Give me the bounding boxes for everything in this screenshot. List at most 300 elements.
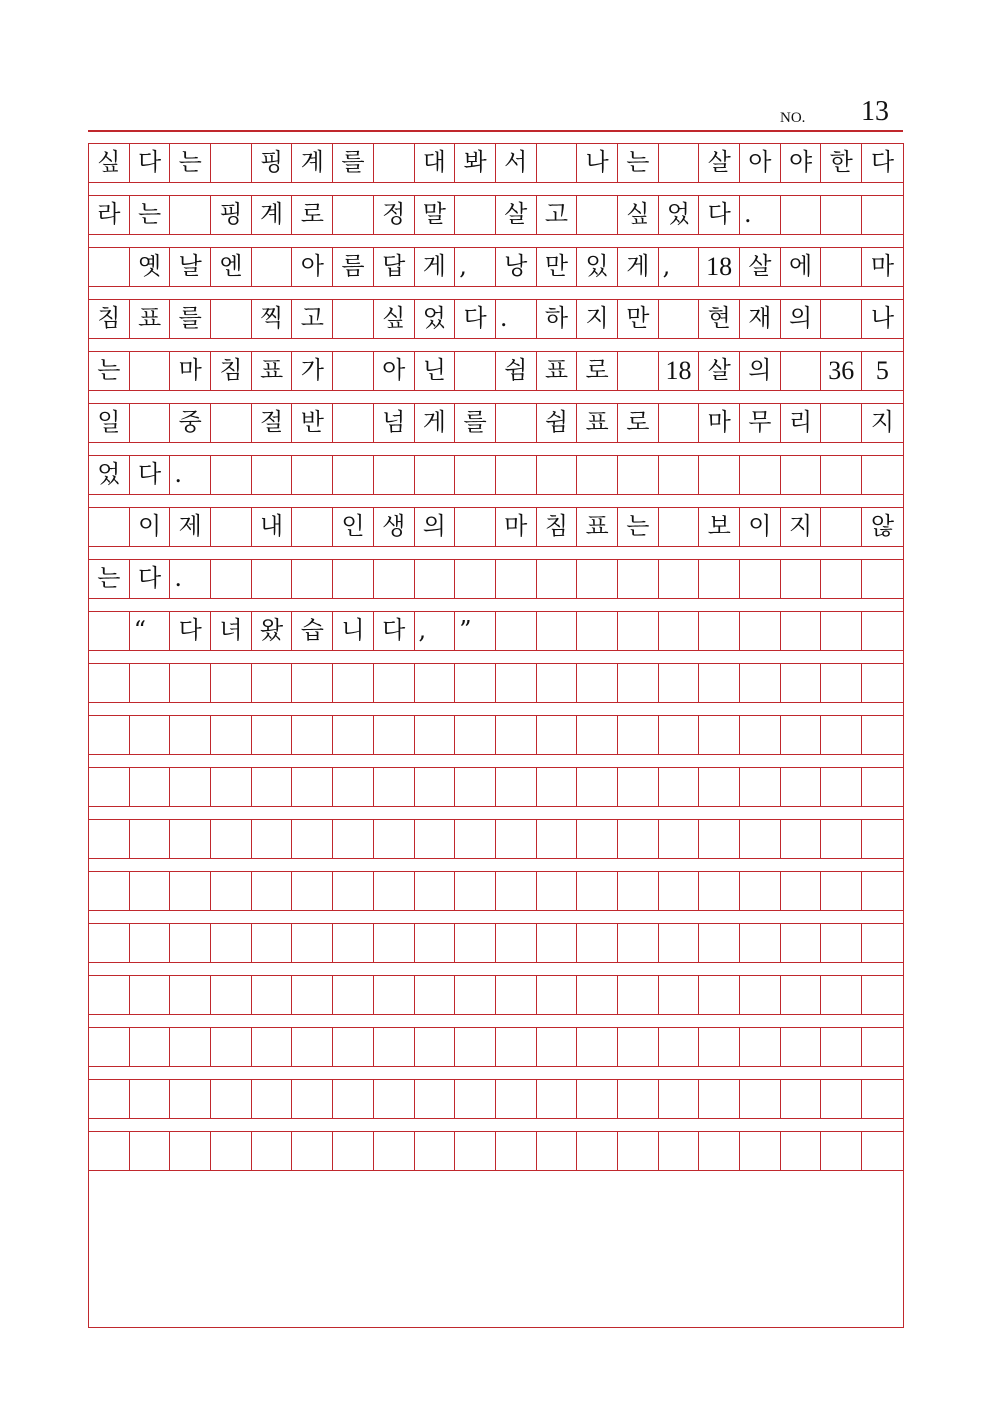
grid-cell: 지 [781,508,822,546]
grid-cell [577,768,618,806]
grid-cell [170,664,211,702]
grid-cell: 현 [699,300,740,338]
grid-cell [252,820,293,858]
grid-row [89,1131,903,1171]
grid-row [89,923,903,963]
grid-cell [89,976,130,1014]
grid-cell: 다 [870,147,894,176]
grid-cell [455,872,496,910]
grid-cell [415,664,456,702]
grid-cell [333,976,374,1014]
grid-cell [415,560,456,598]
grid-cell: . [740,196,781,234]
grid-cell: 절 [252,404,293,442]
grid-cell [537,716,578,754]
grid-cell: 다 [170,612,211,650]
grid-row [89,663,903,703]
grid-cell [170,1080,211,1118]
grid-cell [577,196,618,234]
grid-cell: 계 [252,196,293,234]
grid-cell [618,352,659,390]
grid-cell [211,508,252,546]
grid-cell [781,820,822,858]
grid-cell: 싶 [374,300,415,338]
grid-cell: . [170,560,211,598]
grid-cell: 싶 [89,144,130,182]
grid-cell [496,768,537,806]
grid-cell [292,872,333,910]
grid-row [89,1027,903,1067]
grid-cell [781,924,822,962]
grid-cell: 넘 [374,404,415,442]
grid-cell: 게 [415,248,456,286]
grid-cell [252,768,293,806]
grid-cell [740,768,781,806]
grid-cell [89,508,130,546]
grid-cell [618,716,659,754]
grid-cell: 18 [659,352,700,390]
grid-cell [455,924,496,962]
grid-cell [455,976,496,1014]
grid-cell: 일 [89,404,130,442]
grid-cell [781,976,822,1014]
grid-cell [415,976,456,1014]
grid-cell: 지 [577,300,618,338]
grid-cell [537,560,578,598]
grid-cell [252,872,293,910]
grid-cell [170,924,211,962]
grid-cell [740,560,781,598]
grid-cell [740,716,781,754]
grid-cell: 리 [781,404,822,442]
grid-cell [618,1132,659,1170]
grid-cell [211,300,252,338]
grid-cell: 이 [130,508,171,546]
grid-cell [577,1028,618,1066]
grid-cell: . [170,456,211,494]
grid-cell: 에 [781,248,822,286]
grid-cell [415,716,456,754]
grid-cell [537,1132,578,1170]
grid-cell [781,196,822,234]
grid-cell [659,820,700,858]
grid-cell: 쉼 [496,352,537,390]
grid-cell: 게 [415,404,456,442]
grid-cell: 살 [699,144,740,182]
grid-cell: 않 [870,511,894,540]
grid-cell [252,1132,293,1170]
grid-cell [740,872,781,910]
grid-cell: 표 [130,300,171,338]
grid-cell: 낭 [496,248,537,286]
grid-cell: 침 [211,352,252,390]
grid-row [89,195,903,235]
grid-cell: 다 [455,300,496,338]
grid-cell: “ [130,612,171,650]
grid-cell [821,300,862,338]
grid-cell [740,456,781,494]
grid-cell: 무 [740,404,781,442]
grid-cell: 찍 [252,300,293,338]
grid-cell [659,612,700,650]
grid-cell [211,976,252,1014]
grid-cell: 하 [537,300,578,338]
grid-cell [170,976,211,1014]
grid-cell [292,560,333,598]
grid-cell [862,820,903,858]
grid-cell [577,456,618,494]
grid-cell: 의 [415,508,456,546]
grid-cell: 제 [170,508,211,546]
grid-cell [170,196,211,234]
grid-cell [333,924,374,962]
grid-row [89,143,903,183]
grid-cell [740,612,781,650]
grid-cell [415,768,456,806]
grid-cell [333,1132,374,1170]
grid-cell: 마 [496,508,537,546]
grid-cell [781,768,822,806]
grid-cell [496,820,537,858]
grid-cell [537,820,578,858]
grid-cell [211,664,252,702]
grid-cell [577,1132,618,1170]
grid-cell [821,872,862,910]
grid-cell: 름 [333,248,374,286]
grid-cell [89,872,130,910]
grid-cell [252,456,293,494]
grid-cell [821,404,862,442]
grid-cell [211,144,252,182]
grid-cell: 18 [699,248,740,286]
grid-cell [577,612,618,650]
grid-row [89,975,903,1015]
grid-cell [211,404,252,442]
grid-cell: 한 [821,144,862,182]
grid-cell [699,924,740,962]
page-header [88,98,903,131]
grid-cell [659,1080,700,1118]
grid-row [89,351,903,391]
grid-cell: 생 [374,508,415,546]
grid-cell: 중 [170,404,211,442]
grid-cell [821,508,862,546]
grid-cell [496,1080,537,1118]
grid-cell: 닌 [415,352,456,390]
grid-cell [292,1028,333,1066]
grid-cell [333,196,374,234]
grid-cell [292,924,333,962]
grid-cell: 아 [374,352,415,390]
grid-cell [577,716,618,754]
grid-cell [130,404,171,442]
grid-cell [659,768,700,806]
grid-cell [659,664,700,702]
grid-cell [577,664,618,702]
grid-cell [862,612,903,650]
grid-cell: ” [455,612,496,650]
grid-cell [618,456,659,494]
grid-cell: 계 [292,144,333,182]
grid-cell [455,1028,496,1066]
grid-cell [699,1028,740,1066]
grid-cell [252,248,293,286]
grid-cell: , [455,248,496,286]
grid-cell: 있 [577,248,618,286]
grid-row [89,1079,903,1119]
grid-cell [89,612,130,650]
grid-cell: 는 [618,508,659,546]
grid-cell [292,456,333,494]
grid-cell [333,820,374,858]
grid-cell: 로 [292,196,333,234]
grid-cell: 만 [618,300,659,338]
grid-cell [577,976,618,1014]
grid-cell [496,924,537,962]
grid-cell: 쉼 [537,404,578,442]
grid-cell: 살 [496,196,537,234]
grid-cell [333,560,374,598]
grid-cell [496,716,537,754]
grid-cell: 내 [252,508,293,546]
grid-cell: 습 [292,612,333,650]
grid-cell [659,456,700,494]
grid-cell [252,924,293,962]
grid-cell [170,1028,211,1066]
grid-cell [862,1028,903,1066]
grid-cell: 를 [455,404,496,442]
grid-cell: 침 [89,300,130,338]
grid-cell [292,768,333,806]
grid-cell [781,664,822,702]
grid-cell: 마 [870,251,894,280]
grid-cell [211,560,252,598]
grid-cell: 의 [740,352,781,390]
grid-cell [781,872,822,910]
grid-cell [699,612,740,650]
grid-cell [415,1028,456,1066]
grid-cell [862,456,903,494]
grid-cell [292,716,333,754]
page-number: 13 [861,96,889,127]
grid-cell [496,976,537,1014]
grid-cell: , [659,248,700,286]
grid-cell [170,1132,211,1170]
grid-cell [130,1028,171,1066]
grid-cell [740,924,781,962]
grid-cell [659,1028,700,1066]
grid-cell [618,976,659,1014]
grid-cell [821,456,862,494]
grid-cell [415,1080,456,1118]
grid-cell [496,456,537,494]
grid-cell [170,716,211,754]
grid-cell [821,768,862,806]
grid-cell [130,768,171,806]
grid-cell [699,1080,740,1118]
grid-cell [333,300,374,338]
grid-cell [577,560,618,598]
grid-cell [455,508,496,546]
grid-cell [374,664,415,702]
grid-cell: 말 [415,196,456,234]
grid-cell: 답 [374,248,415,286]
grid-cell: 마 [699,404,740,442]
grid-cell [374,456,415,494]
grid-cell [862,976,903,1014]
grid-cell: 고 [292,300,333,338]
grid-cell: 5 [875,355,889,385]
grid-cell [537,664,578,702]
grid-cell: 고 [537,196,578,234]
grid-cell: 를 [333,144,374,182]
grid-cell [740,1080,781,1118]
grid-cell [374,872,415,910]
grid-cell [699,716,740,754]
grid-cell [211,716,252,754]
grid-cell [252,976,293,1014]
grid-cell [618,872,659,910]
grid-cell [374,560,415,598]
grid-cell [130,820,171,858]
grid-cell [781,1028,822,1066]
grid-cell [455,456,496,494]
grid-cell: 이 [740,508,781,546]
grid-cell [537,976,578,1014]
grid-cell [130,1080,171,1118]
grid-cell [862,768,903,806]
grid-cell [374,976,415,1014]
grid-cell [455,196,496,234]
grid-cell: 표 [577,404,618,442]
grid-cell [537,924,578,962]
grid-cell [659,976,700,1014]
grid-cell [130,664,171,702]
grid-cell [821,976,862,1014]
grid-cell [211,456,252,494]
grid-cell: 핑 [211,196,252,234]
grid-cell [292,1080,333,1118]
grid-cell: 마 [170,352,211,390]
grid-cell [374,716,415,754]
grid-cell [211,768,252,806]
grid-cell [537,456,578,494]
grid-cell [740,820,781,858]
grid-cell [292,820,333,858]
grid-cell: 날 [170,248,211,286]
grid-cell: 를 [170,300,211,338]
grid-cell [577,872,618,910]
grid-cell [618,1080,659,1118]
grid-cell [89,664,130,702]
grid-row [89,507,903,547]
grid-cell [577,924,618,962]
grid-cell [130,352,171,390]
grid-cell [659,404,700,442]
grid-cell: 는 [618,144,659,182]
grid-cell [455,1132,496,1170]
grid-cell [170,768,211,806]
grid-cell [699,664,740,702]
grid-cell: 는 [130,196,171,234]
grid-cell [862,560,903,598]
grid-cell [89,768,130,806]
grid-cell [374,924,415,962]
grid-cell [333,664,374,702]
grid-cell [618,924,659,962]
grid-cell [862,924,903,962]
grid-cell: 의 [781,300,822,338]
grid-cell [211,1080,252,1118]
grid-cell: 보 [699,508,740,546]
grid-cell: 었 [415,300,456,338]
grid-cell [537,612,578,650]
grid-cell: 는 [89,560,130,598]
grid-cell [130,1132,171,1170]
grid-cell: 었 [89,456,130,494]
grid-cell: 엔 [211,248,252,286]
grid-cell [89,248,130,286]
grid-row [89,403,903,443]
grid-cell [740,664,781,702]
grid-cell [89,716,130,754]
grid-cell [130,716,171,754]
manuscript-grid [88,143,904,1328]
grid-cell [537,1080,578,1118]
grid-cell [537,872,578,910]
grid-cell: 야 [781,144,822,182]
grid-cell [862,716,903,754]
grid-cell: 재 [740,300,781,338]
grid-cell [333,768,374,806]
grid-cell [699,1132,740,1170]
grid-cell [781,352,822,390]
grid-cell [821,716,862,754]
grid-cell [618,612,659,650]
grid-row [89,299,903,339]
grid-cell [862,872,903,910]
grid-cell [821,1132,862,1170]
grid-cell [455,716,496,754]
grid-cell [130,924,171,962]
grid-cell [455,768,496,806]
grid-cell: 표 [537,352,578,390]
grid-cell [821,924,862,962]
grid-cell [374,1028,415,1066]
grid-cell [659,872,700,910]
grid-cell [415,820,456,858]
grid-cell [415,924,456,962]
grid-cell [618,1028,659,1066]
grid-cell: 살 [699,352,740,390]
grid-cell: 싶 [618,196,659,234]
grid-cell: 만 [537,248,578,286]
grid-cell [496,612,537,650]
grid-cell: 인 [333,508,374,546]
grid-cell [292,1132,333,1170]
grid-cell [740,1132,781,1170]
grid-cell [374,144,415,182]
grid-row [89,767,903,807]
grid-cell: 옛 [130,248,171,286]
grid-cell: 게 [618,248,659,286]
grid-row [89,715,903,755]
grid-cell: 는 [170,144,211,182]
grid-cell [862,664,903,702]
grid-cell [618,768,659,806]
grid-cell [89,924,130,962]
grid-cell: 다 [374,612,415,650]
